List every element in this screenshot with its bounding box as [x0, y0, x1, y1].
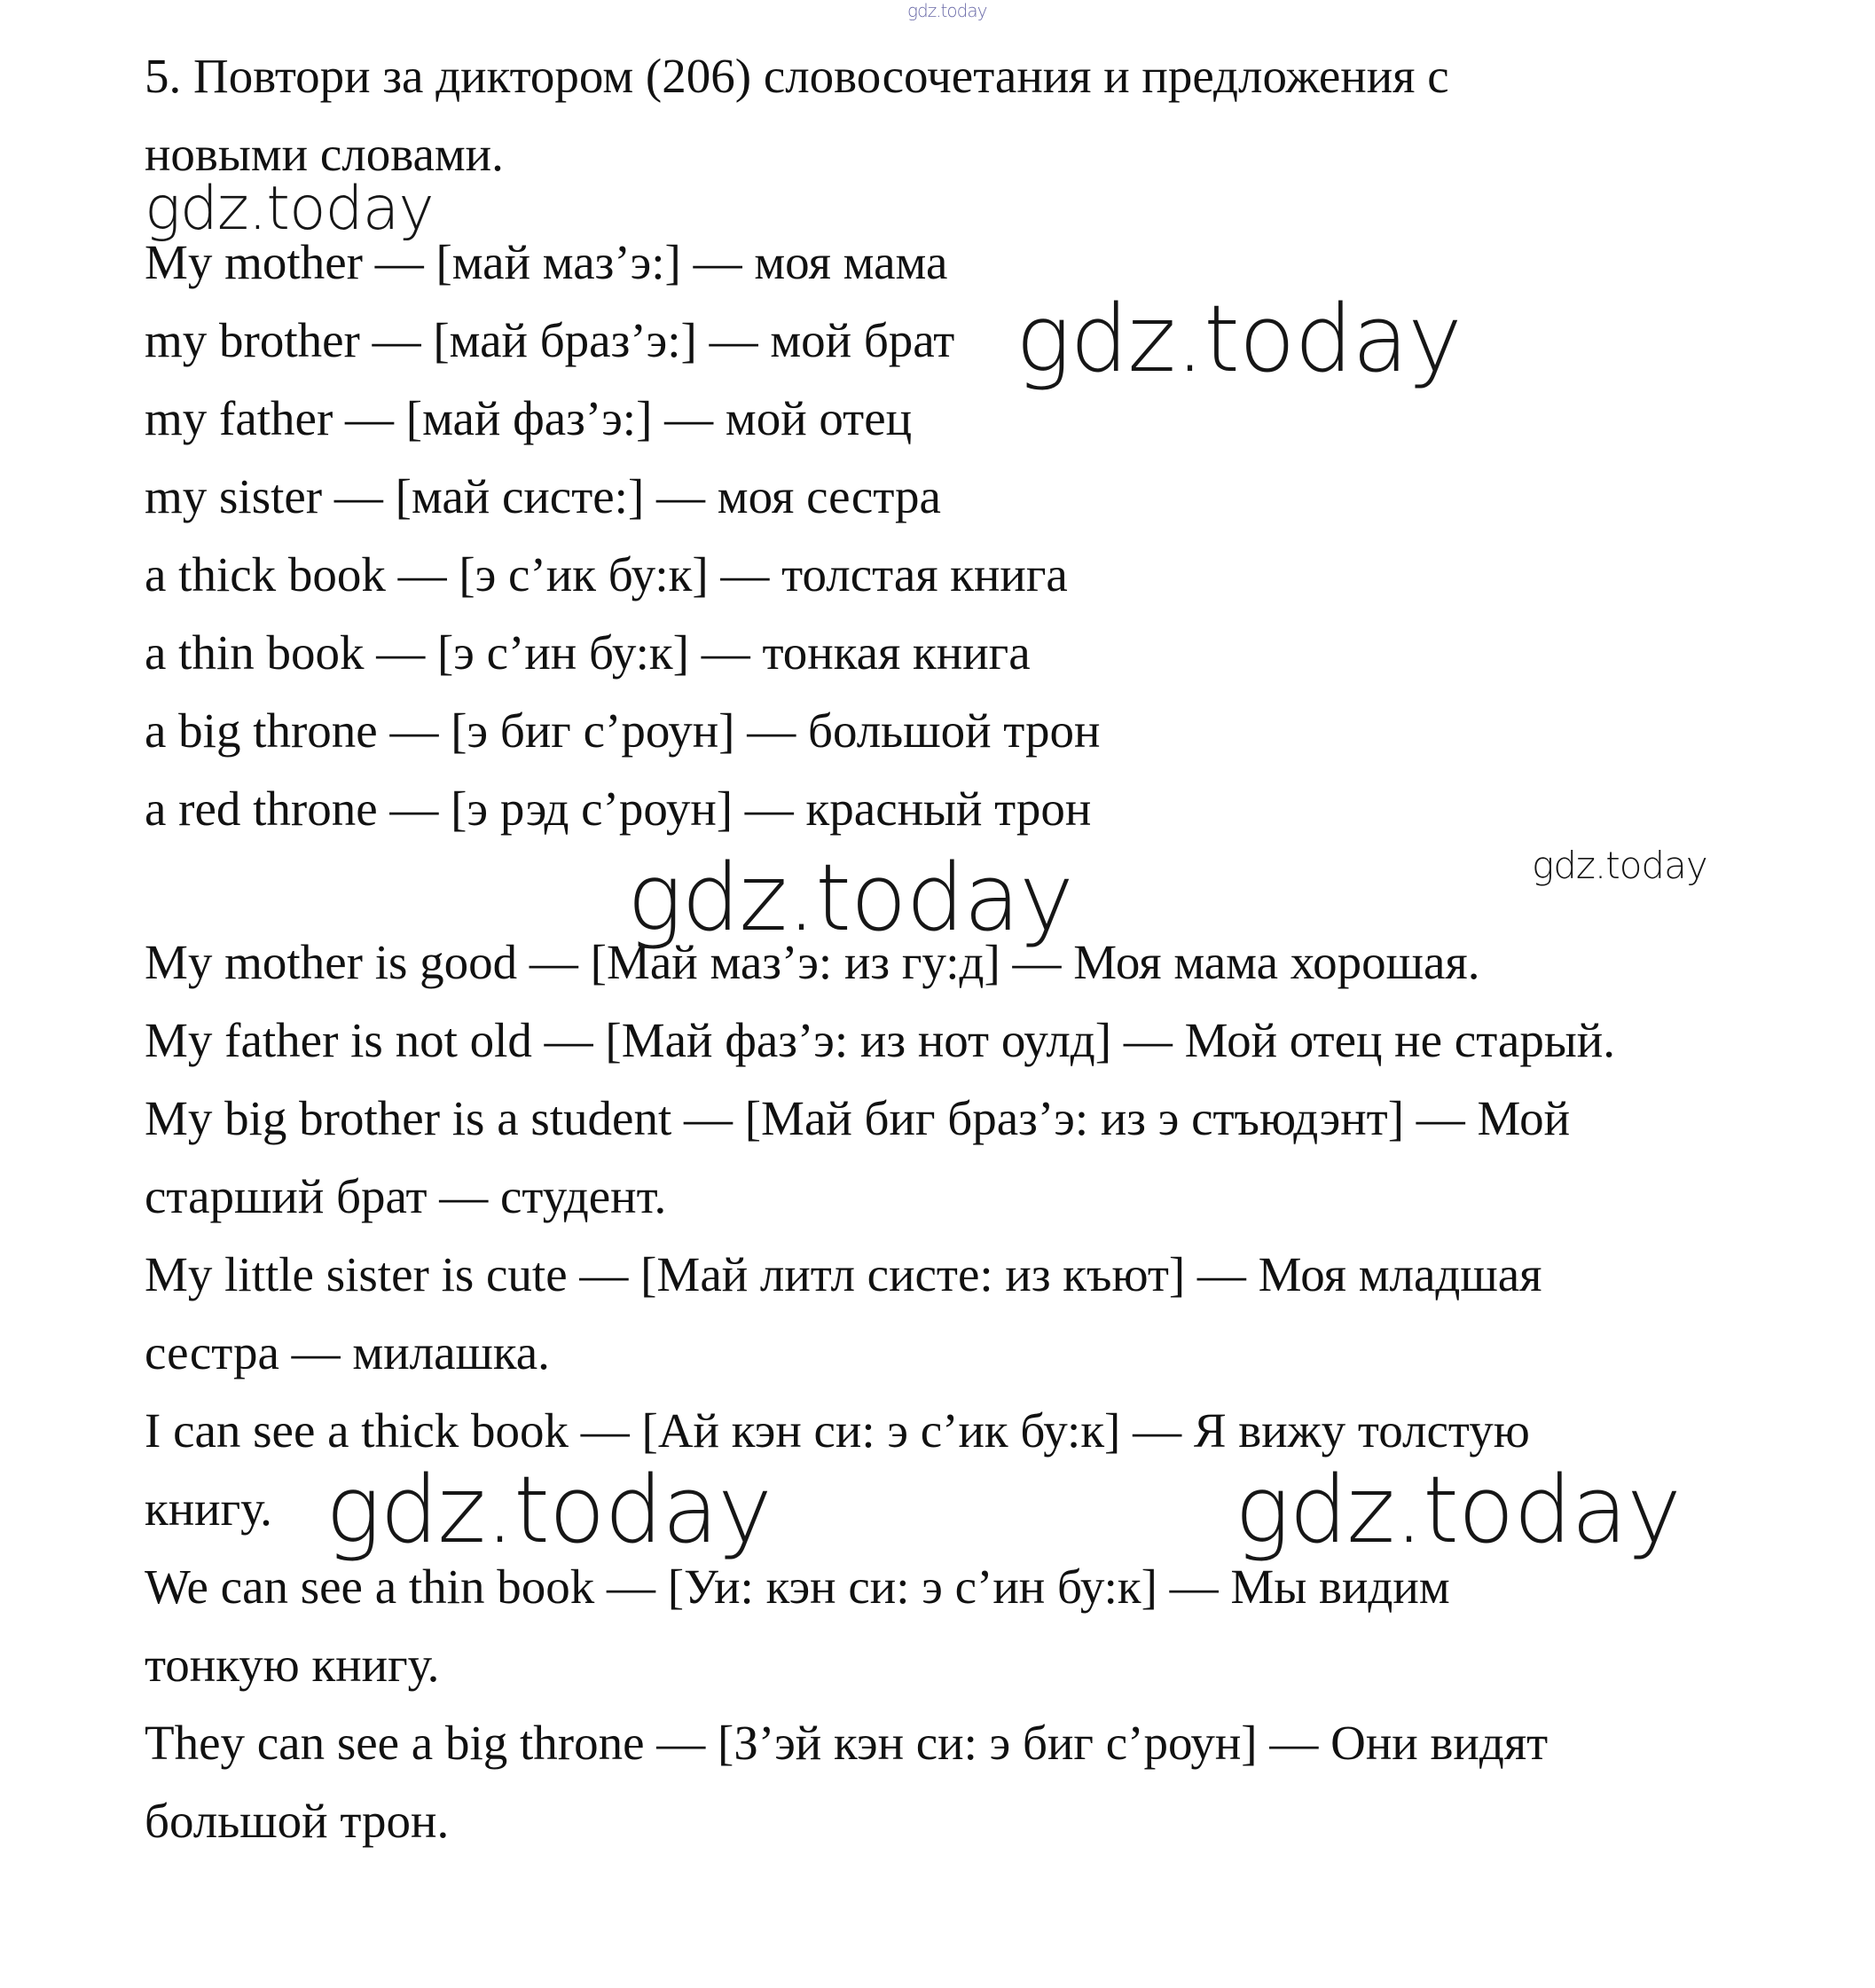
watermark-top: gdz.today — [907, 0, 987, 21]
watermark: gdz.today — [326, 1456, 772, 1564]
sentence-line: книгу. — [145, 1481, 272, 1536]
phrase-item: a red throne — [э рэд с’роун] — красный трон — [145, 782, 1092, 836]
phrase-item: a big throne — [э биг с’роун] — большой трон — [145, 703, 1101, 758]
sentence-line: I can see a thick book — [Ай кэн си: э с’ик бу:к] — Я вижу толстую — [145, 1403, 1530, 1458]
watermark: gdz.today — [1016, 285, 1462, 393]
watermark: gdz.today — [627, 844, 1073, 952]
sentence-line: My father is not old — [Май фаз’э: из нот оулд] — Мой отец не старый. — [145, 1013, 1615, 1067]
sentence-line: My mother is good — [Май маз’э: из гу:д] — Моя мама хорошая. — [145, 935, 1480, 989]
sentence-line: сестра — милашка. — [145, 1325, 550, 1379]
task-title-line-2: новыми словами. — [145, 127, 504, 181]
phrase-item: a thick book — [э с’ик бу:к] — толстая книга — [145, 547, 1068, 601]
watermark: gdz.today — [145, 174, 434, 244]
sentence-line: We can see a thin book — [Уи: кэн си: э с’ин бу:к] — Мы видим — [145, 1560, 1450, 1614]
sentence-line: My big brother is a student — [Май биг браз’э: из э стъюдэнт] — Мой — [145, 1091, 1571, 1145]
phrase-item: my sister — [май систе:] — моя сестра — [145, 469, 941, 523]
watermark: gdz.today — [1532, 844, 1707, 887]
sentence-line: They can see a big throne — [З’эй кэн си: э биг с’роун] — Они видят — [145, 1716, 1549, 1770]
sentence-line: тонкую книгу. — [145, 1638, 440, 1692]
phrase-item: my brother — [май браз’э:] — мой брат — [145, 313, 955, 367]
sentence-line: большой трон. — [145, 1794, 450, 1848]
watermark: gdz.today — [1235, 1456, 1681, 1564]
phrase-item: a thin book — [э с’ин бу:к] — тонкая книга — [145, 625, 1031, 680]
phrase-item: My mother — [май маз’э:] — моя мама — [145, 235, 948, 289]
task-title-line-1: 5. Повтори за диктором (206) словосочетания и предложения с — [145, 49, 1449, 103]
phrase-item: my father — [май фаз’э:] — мой отец — [145, 391, 913, 445]
sentence-line: My little sister is cute — [Май литл систе: из къют] — Моя младшая — [145, 1247, 1542, 1301]
sentence-line: старший брат — студент. — [145, 1169, 667, 1223]
